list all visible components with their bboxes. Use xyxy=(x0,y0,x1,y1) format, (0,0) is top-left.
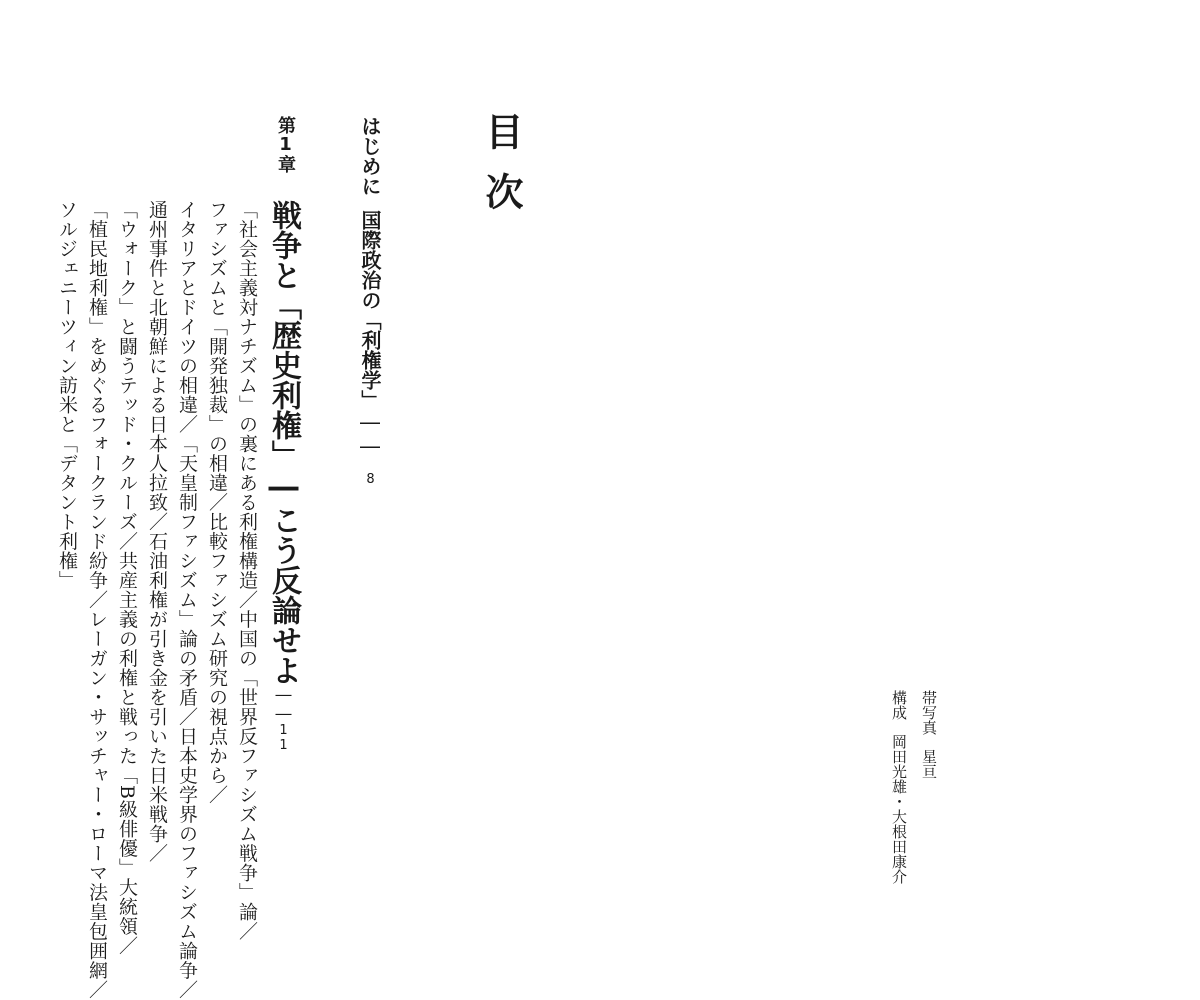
credit-value: 岡田光雄・大根田康介 xyxy=(890,734,908,884)
chapter-1-topics xyxy=(56,200,262,1000)
chapter-1-topic-line: イタリアとドイツの相違／「天皇制ファシズム」論の矛盾／日本史学界のファシズム論争／ xyxy=(176,200,198,1000)
chapter-1-topic-line: 「植民地利権」をめぐるフォークランド紛争／レーガン・サッチャー・ローマ法皇包囲網／ xyxy=(86,200,108,1000)
chapter-1-topic-line: 通州事件と北朝鮮による日本人拉致／石油利権が引き金を引いた日米戦争／ xyxy=(146,200,168,863)
toc-heading: 目次 xyxy=(479,112,524,232)
chapter-1-topic-line: ファシズムと「開発独裁」の相違／比較ファシズム研究の視点から／ xyxy=(206,200,228,805)
chapter-1-label: 第1章 xyxy=(275,116,296,173)
credit-value: 星亘 xyxy=(920,749,938,779)
preface-label: はじめに xyxy=(358,116,382,196)
toc-entry-chapter-1[interactable] xyxy=(266,200,301,753)
credit-composition xyxy=(888,690,910,910)
chapter-1-page-number: 11 xyxy=(276,723,291,753)
chapter-1-topic-line: 「社会主義対ナチズム」の裏にある利権構造／中国の「世界反ファシズム戦争」論／ xyxy=(236,200,258,941)
preface-title: 国際政治の「利権学」 xyxy=(358,210,382,410)
chapter-1-topic-line: ソルジェニーツィン訪米と「デタント利権」 xyxy=(56,200,78,590)
chapter-1-dash: ―― xyxy=(274,685,293,723)
chapter-1-title: 戦争と「歴史利権」―こう反論せよ xyxy=(266,200,301,685)
credits xyxy=(880,690,940,910)
preface-page-number: 8 xyxy=(363,472,378,487)
chapter-1-topic-line: 「ウォーク」と闘うテッド・クルーズ／共産主義の利権と戦った「B級俳優」大統領／ xyxy=(116,200,138,956)
credit-label: 構成 xyxy=(890,690,908,720)
preface-dash: ―― xyxy=(358,410,382,458)
credit-label: 帯写真 xyxy=(920,690,938,735)
toc-entry-preface[interactable] xyxy=(360,116,380,487)
credit-cover-photo xyxy=(918,690,940,910)
